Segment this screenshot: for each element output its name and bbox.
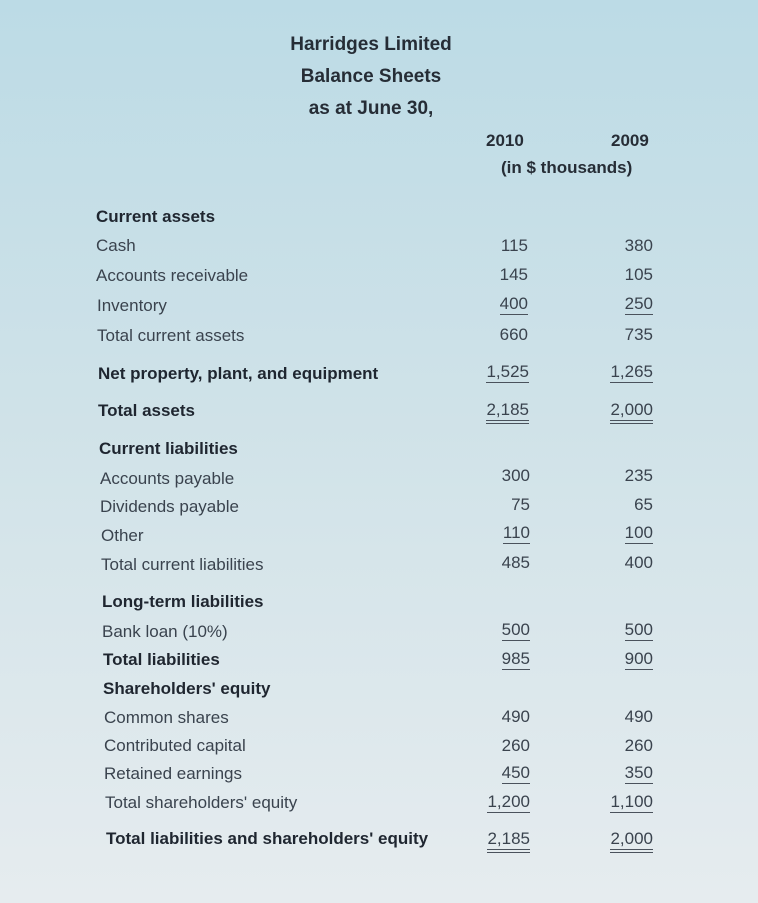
row-label: Total liabilities [103, 650, 220, 669]
statement-date: as at June 30, [308, 98, 434, 119]
value-2009: 500 [624, 620, 653, 639]
row-label: Retained earnings [104, 764, 242, 783]
section-heading: Current assets [96, 207, 216, 226]
row-label: Total liabilities and shareholders' equity [106, 829, 429, 848]
row-label: Net property, plant, and equipment [98, 364, 379, 383]
value-2010: 660 [499, 325, 528, 344]
column-header-2009: 2009 [611, 131, 649, 150]
value-2009: 260 [624, 736, 653, 755]
value-2010: 260 [501, 736, 530, 755]
value-2009: 250 [624, 294, 653, 313]
value-2009: 1,265 [610, 362, 653, 381]
value-2009: 1,100 [610, 792, 653, 811]
row-label: Accounts payable [100, 469, 235, 488]
row-label: Common shares [104, 708, 229, 727]
row-label: Total shareholders' equity [105, 793, 298, 812]
value-2010: 450 [501, 763, 530, 782]
row-label: Accounts receivable [96, 266, 249, 285]
row-label: Total current assets [97, 326, 245, 345]
row-label: Total current liabilities [101, 555, 264, 574]
value-2010: 1,200 [487, 792, 530, 811]
value-2009: 235 [624, 466, 653, 485]
value-2010: 2,185 [487, 829, 530, 853]
units-label: (in $ thousands) [501, 158, 633, 177]
value-2009: 735 [624, 325, 653, 344]
section-heading: Shareholders' equity [103, 679, 271, 698]
value-2009: 2,000 [610, 829, 653, 853]
value-2010: 500 [501, 620, 530, 639]
value-2010: 1,525 [486, 362, 529, 381]
company-name: Harridges Limited [290, 34, 452, 55]
value-2010: 115 [500, 236, 528, 255]
value-2010: 490 [501, 707, 530, 726]
value-2009: 490 [624, 707, 653, 726]
section-heading: Long-term liabilities [102, 592, 264, 611]
row-label: Inventory [97, 296, 167, 315]
row-label: Cash [96, 236, 136, 255]
value-2010: 985 [501, 649, 530, 668]
value-2009: 100 [624, 523, 653, 542]
value-2010: 75 [511, 495, 530, 514]
value-2010: 2,185 [486, 400, 529, 424]
value-2010: 485 [501, 553, 530, 572]
value-2010: 300 [501, 466, 530, 485]
statement-title: Balance Sheets [300, 66, 442, 87]
value-2009: 2,000 [610, 400, 653, 424]
value-2009: 105 [624, 265, 653, 284]
row-label: Other [101, 526, 144, 545]
value-2010: 145 [499, 265, 528, 284]
column-header-2010: 2010 [486, 131, 524, 150]
row-label: Bank loan (10%) [102, 622, 228, 641]
value-2009: 65 [634, 495, 653, 514]
row-label: Contributed capital [104, 736, 246, 755]
value-2009: 900 [624, 649, 653, 668]
value-2009: 350 [624, 763, 653, 782]
section-heading: Current liabilities [99, 439, 238, 458]
value-2010: 110 [502, 523, 530, 542]
value-2010: 400 [499, 294, 528, 313]
value-2009: 380 [624, 236, 653, 255]
row-label: Dividends payable [100, 497, 239, 516]
row-label: Total assets [98, 401, 196, 420]
value-2009: 400 [624, 553, 653, 572]
